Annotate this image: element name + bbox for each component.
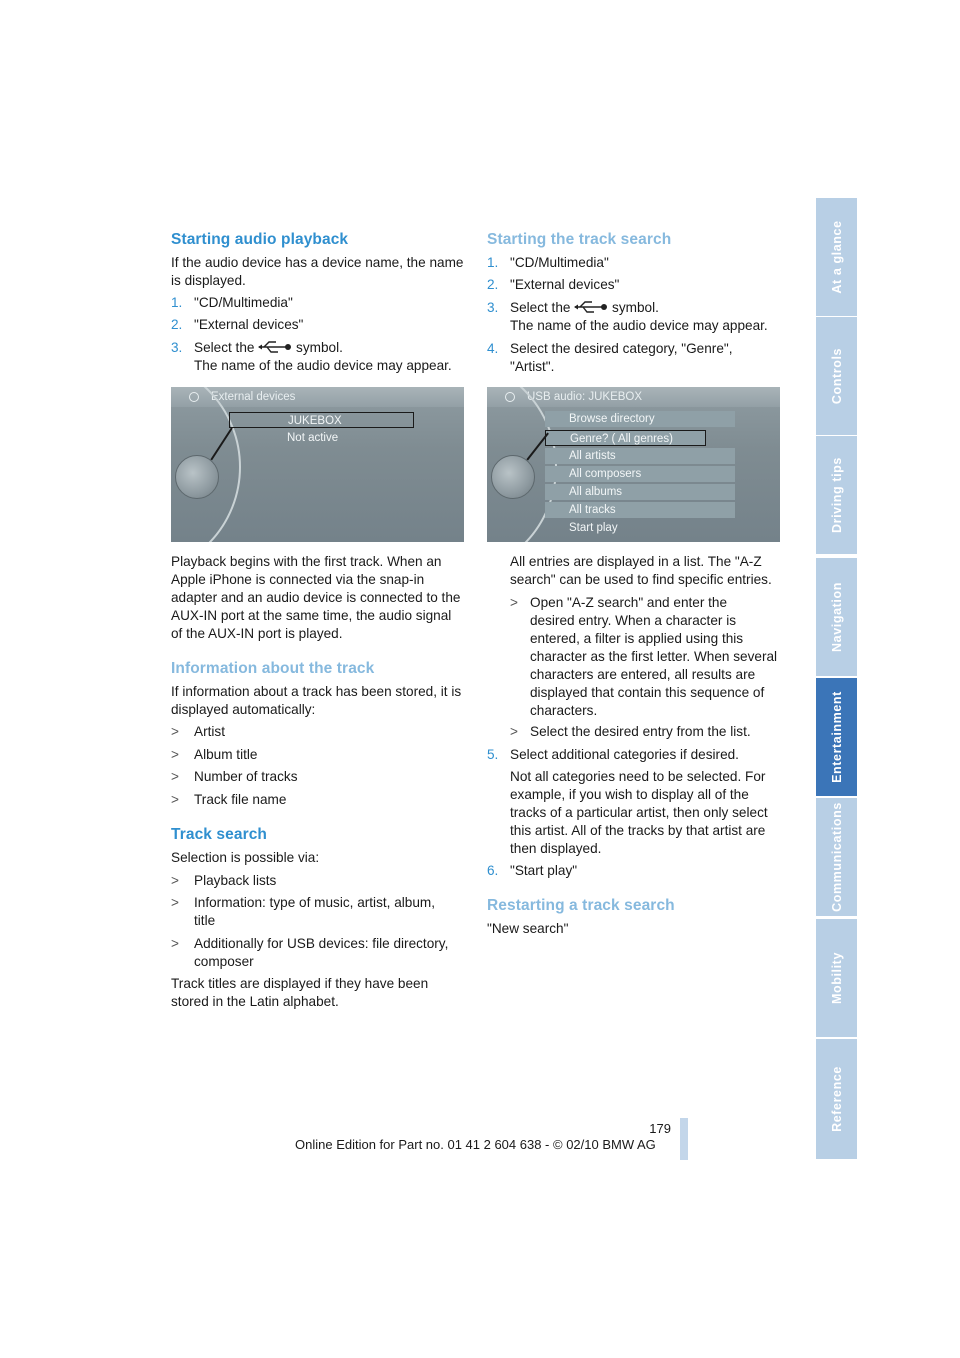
step-item xyxy=(487,862,782,880)
menu-row xyxy=(229,430,414,446)
bullet-text: Album title xyxy=(194,747,258,762)
screen-title: External devices xyxy=(211,391,296,403)
chapter-tabs xyxy=(816,198,857,1160)
step-line: "Artist". xyxy=(510,359,555,374)
controller-knob xyxy=(491,455,535,499)
bullet-line: Open "A-Z search" and enter the xyxy=(530,595,728,610)
bullet-line: displayed that contain this sequence of xyxy=(530,685,765,700)
menu-row-label: Not active xyxy=(287,432,339,444)
paragraph-line: All entries are displayed in a list. The "A-Z xyxy=(510,554,762,569)
step-item xyxy=(487,254,782,272)
paragraph-line: displayed automatically: xyxy=(171,702,316,717)
bullet-line: title xyxy=(194,913,216,928)
tab-label: Reference xyxy=(829,1066,844,1132)
paragraph-line: of the AUX-IN port is played. xyxy=(171,626,343,641)
tab-label: Driving tips xyxy=(829,457,844,533)
controller-knob xyxy=(175,455,219,499)
heading-starting-track-search: Starting the track search xyxy=(487,231,672,248)
step-text-2: The name of the audio device may appear. xyxy=(194,358,452,373)
bullet-glyph: > xyxy=(171,724,179,739)
paragraph-line: search" can be used to find specific entries. xyxy=(510,572,772,587)
page-marker xyxy=(680,1118,688,1160)
bullet-glyph: > xyxy=(171,792,179,807)
step-item xyxy=(171,294,466,312)
paragraph-line: example, if you wish to display all of the xyxy=(510,787,749,802)
menu-row-label: Genre? ( All genres) xyxy=(570,433,673,445)
paragraph-line: this artist. All of the tracks by that artist are xyxy=(510,823,766,838)
paragraph-line: tracks of a particular artist, then only select xyxy=(510,805,768,820)
step-text-before: Select the xyxy=(510,300,571,315)
paragraph-line: Not all categories need to be selected. For xyxy=(510,769,766,784)
paragraph-line: If information about a track has been stored, it is xyxy=(171,684,462,699)
paragraph-line: then displayed. xyxy=(510,841,602,856)
heading-information-about-track: Information about the track xyxy=(171,660,375,677)
paragraph-line: Playback begins with the first track. When an xyxy=(171,554,442,569)
intro-line: is displayed. xyxy=(171,273,246,288)
page-number: 179 xyxy=(649,1121,671,1136)
heading-track-search: Track search xyxy=(171,826,267,843)
bullet-glyph: > xyxy=(510,724,518,739)
step-text: Select additional categories if desired. xyxy=(510,747,739,762)
bullet-line: characters are entered, all results are xyxy=(530,667,756,682)
menu-row-selected xyxy=(545,430,706,446)
menu-row xyxy=(545,520,735,536)
step-number: 5. xyxy=(487,747,499,762)
step-number: 2. xyxy=(487,277,499,292)
bullet-line: character as the first letter. When several xyxy=(530,649,778,664)
bullet-glyph: > xyxy=(171,747,179,762)
step-text-after: symbol. xyxy=(296,340,343,355)
bullet-text: Select the desired entry from the list. xyxy=(530,724,751,739)
step-text-after: symbol. xyxy=(612,300,659,315)
heading-restarting-track-search: Restarting a track search xyxy=(487,897,675,914)
tab-label: Entertainment xyxy=(829,691,844,783)
menu-row-label: All tracks xyxy=(569,504,616,516)
step-text xyxy=(510,340,782,376)
step-item xyxy=(487,746,782,764)
bullet-text: Artist xyxy=(194,724,225,739)
step-text: "External devices" xyxy=(194,317,304,332)
bullet-text: Track file name xyxy=(194,792,287,807)
paragraph-line: AUX-IN port at the same time, the audio signal xyxy=(171,608,452,623)
bullet-line: characters. xyxy=(530,703,598,718)
paragraph-line: Apple iPhone is connected via the snap-in xyxy=(171,572,425,587)
paragraph-line: adapter and an audio device is connected to the xyxy=(171,590,461,605)
bullet-line: Additionally for USB devices: file directory, xyxy=(194,936,449,951)
tab-reference[interactable] xyxy=(816,1039,857,1160)
step-number: 3. xyxy=(487,300,499,315)
intro-line: If the audio device has a device name, the name xyxy=(171,255,464,270)
screenshot-usb-audio xyxy=(487,387,780,542)
step-text-before: Select the xyxy=(194,340,255,355)
tab-navigation[interactable] xyxy=(816,558,857,677)
bullet-glyph: > xyxy=(171,769,179,784)
bullet-text: Playback lists xyxy=(194,873,277,888)
step-text: "Start play" xyxy=(510,863,578,878)
menu-row xyxy=(545,448,735,464)
step-item xyxy=(487,276,782,294)
screen-title: USB audio: JUKEBOX xyxy=(527,391,643,403)
usb-symbol-icon xyxy=(258,341,292,353)
step-number: 3. xyxy=(171,340,183,355)
menu-row-label: Start play xyxy=(569,522,618,534)
paragraph-line: "New search" xyxy=(487,921,569,936)
menu-row-selected xyxy=(229,412,414,428)
bullet-glyph: > xyxy=(171,873,179,888)
bullet-line: composer xyxy=(194,954,254,969)
bullet-line: desired entry. When a character is xyxy=(530,613,737,628)
tab-entertainment[interactable] xyxy=(816,678,857,797)
step-number: 6. xyxy=(487,863,499,878)
menu-row-label: JUKEBOX xyxy=(288,415,342,427)
paragraph-line: stored in the Latin alphabet. xyxy=(171,994,339,1009)
tab-driving-tips[interactable] xyxy=(816,436,857,555)
step-text xyxy=(510,299,782,335)
bullet-glyph: > xyxy=(171,936,179,951)
bullet-text xyxy=(530,594,782,720)
bullet-text xyxy=(194,935,466,971)
tab-label: Communications xyxy=(829,802,844,912)
tab-label: Controls xyxy=(829,347,844,405)
bullet-text xyxy=(194,894,466,930)
bullet-text: Number of tracks xyxy=(194,769,298,784)
paragraph-line: Track titles are displayed if they have been xyxy=(171,976,429,991)
menu-row xyxy=(545,411,735,427)
tab-mobility[interactable] xyxy=(816,919,857,1038)
step-text: "External devices" xyxy=(510,277,620,292)
menu-row-label: All composers xyxy=(569,468,642,480)
step-number: 1. xyxy=(487,255,499,270)
step-number: 2. xyxy=(171,317,183,332)
footer-text: Online Edition for Part no. 01 41 2 604 638 - © 02/10 BMW AG xyxy=(295,1137,656,1152)
tab-at-a-glance[interactable] xyxy=(816,198,857,317)
step-number: 1. xyxy=(171,295,183,310)
tab-label: At a glance xyxy=(829,220,844,294)
tab-label: Mobility xyxy=(829,951,844,1005)
usb-symbol-icon xyxy=(574,301,608,313)
screenshot-external-devices xyxy=(171,387,464,542)
menu-row-label: All artists xyxy=(569,450,616,462)
menu-row xyxy=(545,484,735,500)
paragraph-line: Selection is possible via: xyxy=(171,850,320,865)
step-text: "CD/Multimedia" xyxy=(510,255,609,270)
bullet-line: Information: type of music, artist, album, xyxy=(194,895,436,910)
step-text xyxy=(194,339,466,375)
tab-communications[interactable] xyxy=(816,798,857,917)
bullet-glyph: > xyxy=(510,595,518,610)
menu-row-label: Browse directory xyxy=(569,413,655,425)
step-item xyxy=(487,340,782,374)
step-item xyxy=(487,299,782,333)
menu-row-label: All albums xyxy=(569,486,623,498)
step-item xyxy=(171,316,466,334)
heading-starting-audio-playback: Starting audio playback xyxy=(171,231,349,248)
step-number: 4. xyxy=(487,341,499,356)
tab-label: Navigation xyxy=(829,582,844,652)
tab-controls[interactable] xyxy=(816,317,857,436)
menu-row xyxy=(545,466,735,482)
step-item xyxy=(171,339,466,373)
bullet-line: entered, a filter is applied using this xyxy=(530,631,744,646)
step-line: Select the desired category, "Genre", xyxy=(510,341,733,356)
menu-row xyxy=(545,502,735,518)
step-text: "CD/Multimedia" xyxy=(194,295,293,310)
step-text-2: The name of the audio device may appear. xyxy=(510,318,768,333)
bullet-glyph: > xyxy=(171,895,179,910)
